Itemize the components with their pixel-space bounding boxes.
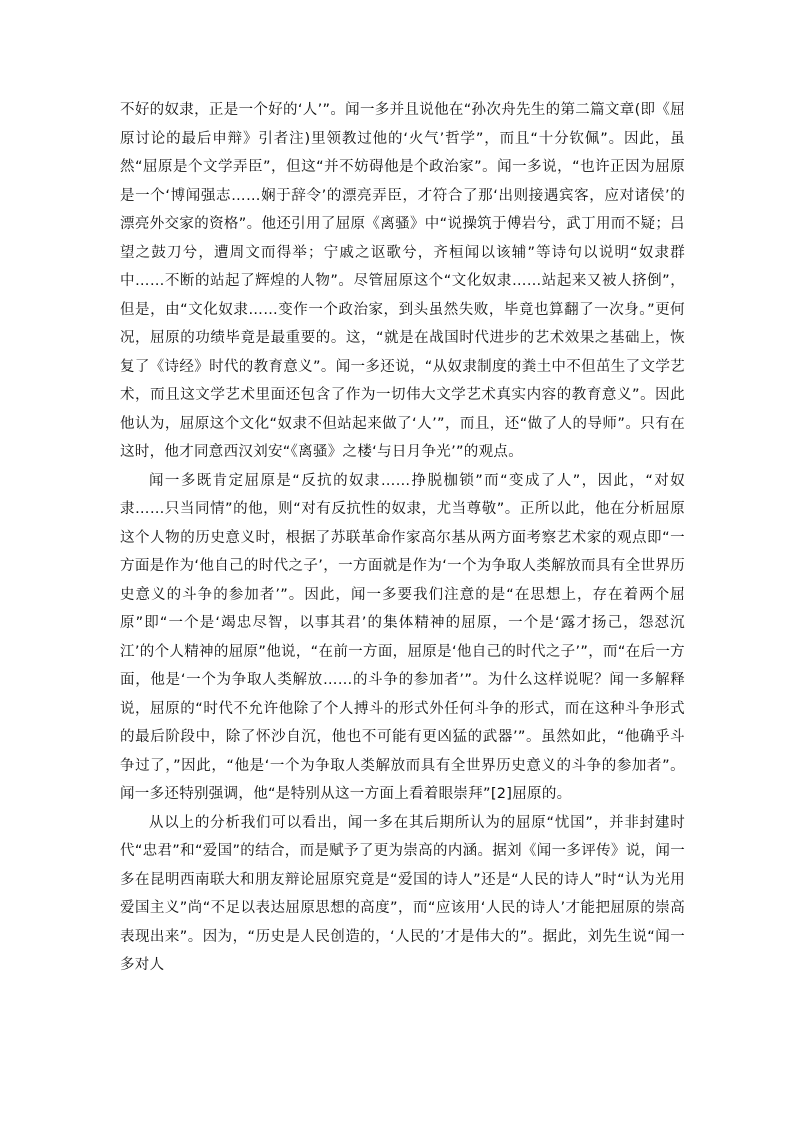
paragraph-3: 从以上的分析我们可以看出，闻一多在其后期所认为的屈原“忧国”，并非封建时代“忠君”和“爱国”的结合，而是赋予了更为崇高的内涵。据刘《闻一多评传》说，闻一多在昆明西南联大和朋友辩论屈原究竟是“爱国的诗人”还是“人民的诗人”时“认为光用爱国主义”尚“不足以表达屈原思想的高度”，而“应该用‘人民的诗人’才能把屈原的崇高表现出来”。因为，“历史是人民创造的，‘人民的’才是伟大的”。据此，刘先生说“闻一多对人 (120, 814, 685, 973)
body-text (120, 96, 685, 980)
paragraph-2: 闻一多既肯定屈原是“反抗的奴隶……挣脱枷锁”而“变成了人”，因此，“对奴隶……只当同情”的他，则“对有反抗性的奴隶，尤当尊敬”。正所以此，他在分析屈原这个人物的历史意义时，根据了苏联革命作家高尔基从两方面考察艺术家的观点即“一方面是作为‘他自己的时代之子’，一方面就是作为‘一个为争取人类解放而具有全世界历史意义的斗争的参加者’”。因此，闻一多要我们注意的是“在思想上，存在着两个屈原”即“一个是‘竭忠尽智，以事其君’的集体精神的屈原，一个是‘露才扬己，怨怼沉江’的个人精神的屈原”他说，“在前一方面，屈原是‘他自己的时代之子’”，而“在后一方面，他是‘一个为争取人类解放……的斗争的参加者’”。为什么这样说呢？闻一多解释说，屈原的“时代不允许他除了个人搏斗的形式外任何斗争的形式，而在这种斗争形式的最后阶段中，除了怀沙自沉，他也不可能有更凶猛的武器’”。虽然如此，“他确乎斗争过了，”因此，“他是‘一个为争取人类解放而具有全世界历史意义的斗争的参加者”。闻一多还特别强调，他“是特别从这一方面上看着眼崇拜”[2]屈原的。 (120, 472, 685, 802)
paragraph-1: 不好的奴隶，正是一个好的‘人’”。闻一多并且说他在“孙次舟先生的第二篇文章(即《屈原讨论的最后申辩》引者注)里领教过他的‘火气’哲学”，而且“十分钦佩”。因此，虽然“屈原是个文学弄臣”，但这“并不妨碍他是个政治家”。闻一多说，“也许正因为屈原是一个‘博闻强志……娴于辞令’的漂亮弄臣，才符合了那‘出则接遇宾客，应对诸侯’的漂亮外交家的资格”。他还引用了屈原《离骚》中“说操筑于傅岩兮，武丁用而不疑；吕望之鼓刀兮，遭周文而得举；宁戚之讴歌兮，齐桓闻以该辅”等诗句以说明“奴隶群中……不断的站起了辉煌的人物”。尽管屈原这个“文化奴隶……站起来又被人挤倒”，但是，由“文化奴隶……变作一个政治家，到头虽然失败，毕竟也算翻了一次身。”更何况，屈原的功绩毕竟是最重要的。这，“就是在战国时代进步的艺术效果之基础上，恢复了《诗经》时代的教育意义”。闻一多还说，“从奴隶制度的粪土中不但茁生了文学艺术，而且这文学艺术里面还包含了作为一切伟大文学艺术真实内容的教育意义”。因此他认为，屈原这个文化“奴隶不但站起来做了‘人’”，而且，还“做了人的导师”。只有在这时，他才同意西汉刘安“《离骚》之楼‘与日月争光’”的观点。 (120, 102, 685, 460)
